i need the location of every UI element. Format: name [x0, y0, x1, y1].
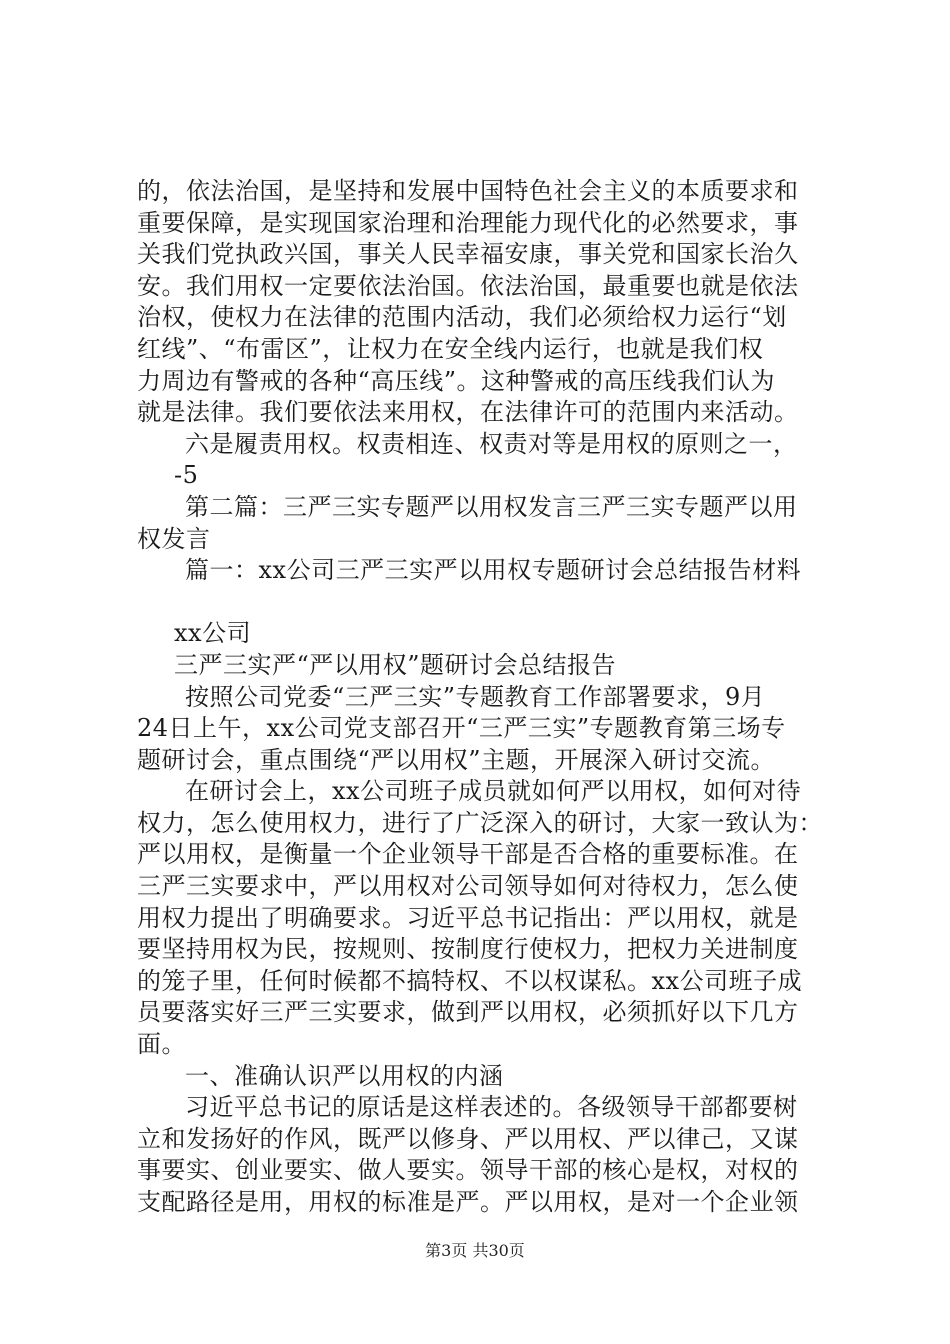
text-line: 要坚持用权为民，按规则、按制度行使权力，把权力关进制度 — [137, 935, 799, 964]
paragraph-start: 在研讨会上，xx公司班子成员就如何严以用权，如何对待 — [185, 777, 802, 806]
text-line: 事要实、创业要实、做人要实。领导干部的核心是权，对权的 — [137, 1156, 799, 1185]
text-line: 严以用权，是衡量一个企业领导干部是否合格的重要标准。在 — [137, 840, 799, 869]
document-body — [137, 176, 837, 1219]
text-line: 题研讨会，重点围绕“严以用权”主题，开展深入研讨交流。 — [137, 745, 776, 774]
page-footer: 第3页 共30页 — [425, 1241, 525, 1260]
text-line: 关我们党执政兴国，事关人民幸福安康，事关党和国家长治久 — [137, 240, 799, 269]
company-name: xx公司 — [174, 619, 252, 648]
paragraph-start: 按照公司党委“三严三实”专题教育工作部署要求，9月 — [185, 682, 766, 711]
text-line: 的，依法治国，是坚持和发展中国特色社会主义的本质要求和 — [137, 177, 799, 205]
text-line: 治权，使权力在法律的范围内活动，我们必须给权力运行“划 — [137, 303, 787, 332]
report-title: 三严三实严“严以用权”题研讨会总结报告 — [174, 650, 617, 679]
text-line: 三严三实要求中，严以用权对公司领导如何对待权力，怎么使 — [137, 872, 799, 901]
text-line: 用权力提出了明确要求。习近平总书记指出：严以用权，就是 — [137, 903, 799, 932]
text-line: 24日上午，xx公司党支部召开“三严三实”专题教育第三场专 — [137, 714, 786, 743]
text-line: 支配路径是用，用权的标准是严。严以用权，是对一个企业领 — [137, 1188, 799, 1216]
text-line: 重要保障，是实现国家治理和治理能力现代化的必然要求，事 — [137, 208, 799, 237]
text-line: 红线”、“布雷区”，让权力在安全线内运行，也就是我们权 — [137, 334, 764, 363]
text-line: 权发言 — [137, 524, 211, 553]
section-heading: 第二篇：三严三实专题严以用权发言三严三实专题严以用 — [185, 492, 798, 521]
page-number-marker: -5 — [174, 461, 199, 490]
paragraph-start: 六是履责用权。权责相连、权责对等是用权的原则之一， — [185, 429, 798, 458]
text-line: 立和发扬好的作风，既严以修身、严以用权、严以律己，又谋 — [137, 1124, 799, 1153]
blank-line — [137, 587, 837, 619]
section-heading: 篇一：xx公司三严三实严以用权专题研讨会总结报告材料 — [185, 556, 802, 585]
subsection-heading: 一、准确认识严以用权的内涵 — [185, 1061, 504, 1090]
text-line: 力周边有警戒的各种“高压线”。这种警戒的高压线我们认为 — [137, 366, 776, 395]
text-line: 员要落实好三严三实要求，做到严以用权，必须抓好以下几方 — [137, 998, 799, 1027]
text-line: 就是法律。我们要依法来用权，在法律许可的范围内来活动。 — [137, 398, 799, 427]
text-line: 权力，怎么使用权力，进行了广泛深入的研讨，大家一致认为： — [137, 808, 823, 837]
text-line: 安。我们用权一定要依法治国。依法治国，最重要也就是依法 — [137, 271, 799, 300]
text-line: 的笼子里，任何时候都不搞特权、不以权谋私。xx公司班子成 — [137, 966, 803, 995]
text-line: 面。 — [137, 1030, 186, 1059]
paragraph-start: 习近平总书记的原话是这样表述的。各级领导干部都要树 — [185, 1093, 798, 1122]
